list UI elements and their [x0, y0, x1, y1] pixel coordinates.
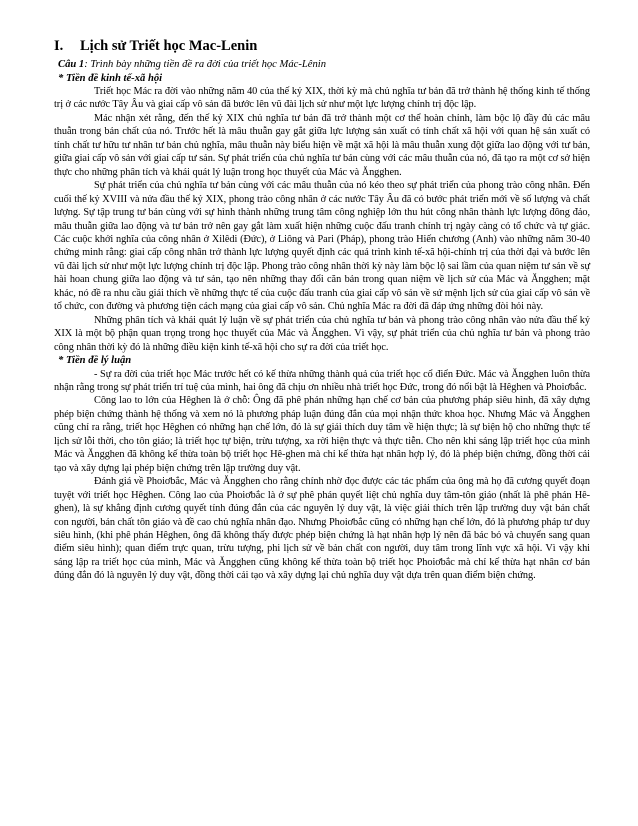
section-number: I.: [54, 38, 64, 54]
question-label: Câu 1: [58, 59, 85, 70]
question-text: : Trình bày những tiền đề ra đời của triết học Mác-Lênin: [84, 59, 327, 70]
paragraph: Công lao to lớn của Hêghen là ở chỗ: Ông đã phê phán những hạn chế cơ bản của phương pháp siêu hình, đã xây dựng phép biện chứng thành hệ thống và xem nó là phương pháp luận đúng đắn của mọi nhận thức khoa học. Nhưng Mác và Ăngghen cũng chỉ ra rằng, triết học Hêghen có những hạn chế lớn, đó là sự giải thích duy tâm về hiện thực; là sự biện hộ cho những thực tế lịch sử lỗi thời, cho tôn giáo; là triết học tự biện, trừu tượng, xa rời hiện thực và thực tiễn. Cho nên khi sáng lập triết học của mình Mác và Ăngghen đã không kế thừa toàn bộ triết học Hê-ghen mà chỉ kế thừa hạt nhân hợp lý, đó là phép biện chứng, đồng thời cải tạo và xây dựng lại phép biện chứng trên lập trường duy vật.: [54, 395, 590, 474]
subheading-theoretical: * Tiền đề lý luận: [58, 355, 132, 367]
paragraph: Những phân tích và khái quát lý luận về sự phát triển của chủ nghĩa tư bản và phong trào công nhân vào nửa đầu thế kỷ XIX là một bộ phận quan trọng trong học thuyết của Mác và Ăngghen. Vì vậy, sự phát triển của chủ nghĩa tư bản và phong trào công nhân thời kỳ đó là những điều kiện kinh tế-xã hội cho sự ra đời của triết học.: [54, 314, 590, 353]
paragraph: Triết học Mác ra đời vào những năm 40 của thế kỷ XIX, thời kỳ mà chủ nghĩa tư bản đã trở thành hệ thống kinh tế thống trị ở các nước Tây Âu và giai cấp vô sản đã bước lên vũ đài lịch sử như một lực lượng chính trị độc lập.: [54, 86, 590, 111]
paragraph: - Sự ra đời của triết học Mác trước hết có kế thừa những thành quả của triết học cổ điển Đức. Mác và Ăngghen luôn thừa nhận rằng trong sự phát triển trí tuệ của mình, hai ông đã chịu ơn nhiều nhà triết học Đức, trong đó nổi bật là Hêghen và Phoiơbắc.: [54, 368, 590, 394]
document-page: [54, 36, 590, 583]
section-title: Lịch sử Triết học Mac-Lenin: [80, 38, 258, 54]
paragraph: Sự phát triển của chủ nghĩa tư bản cùng với các mâu thuẫn của nó kéo theo sự phát triển của phong trào công nhân. Đến cuối thế kỷ XVIII và nửa đầu thế kỷ XIX, phong trào công nhân ở các nước Tây Âu đã có bước phát triển mới về số lượng và chất lượng. Sự tập trung tư bản cùng với sự hình thành những trung tâm công nghiệp lớn thu hút công nhân thành lực lượng đông đảo, mâu thuẫn giữa lao động và tư bản trở nên gay gắt làm xuất hiện những cuộc đấu tranh chính trị ngày càng có tổ chức và tự giác. Các cuộc khởi nghĩa của công nhân ở Xilêdi (Đức), ở Liông và Pari (Pháp), phong trào Hiến chương (Anh) vào những năm 30-40 chứng minh rằng: giai cấp công nhân trở thành lực lượng quyết định các quá trình kinh tế-xã hội-chính trị của thời đại và bước lên vũ đài lịch sử như một lực lượng chính trị độc lập. Phong trào công nhân thời kỳ này làm bộc lộ sai lầm của quan niệm tư sản về sự hài hoan chung giữa lao động và tư sản, tạo nên những thay đổi căn bản trong quan niệm về lịch sử của Mác và Ăngghen; mặt khác, nó đề ra nhu cầu giải thích về những thực tế của cuộc đấu tranh của giai cấp vô sản về sứ mệnh lịch sử của giai cấp vô sản về tổ chức, con đường và phương tiện cách mạng của giai cấp vô sản. Chủ nghĩa Mác ra đời đã đáp ứng những đòi hỏi này.: [54, 180, 590, 313]
paragraph: Đánh giá về Phoiơbắc, Mác và Ăngghen cho rằng chính nhờ đọc được các tác phẩm của ông mà họ đã cương quyết đoạn tuyệt với triết học Hêghen. Công lao của Phoiơbắc là ở sự phê phán quyết liệt chủ nghĩa duy tâm-tôn giáo (nhất là phê phán Hê-ghen), là sự khẳng định cương quyết tính đúng đắn của các nguyên lý duy vật, là việc giải thích trên lập trường duy vật bản chất con người, bản chất tôn giáo và đề cao chủ nghĩa nhân đạo. Nhưng Phoiơbắc cũng có những hạn chế lớn, đó là phương pháp tư duy siêu hình, (khi phê phán Hêghen, ông đã không thấy được phép biện chứng là hạt nhân hợp lý nên đã bác bỏ và chuyển sang quan điểm siêu hình); quan điểm trực quan, trừu tượng, phi lịch sử về bản chất con người, duy tâm trong lĩnh vực xã hội. Vì vậy khi sáng lập ra triết học của mình, Mác và Ăngghen cũng không kế thừa toàn bộ triết học Phoiơbắc mà chỉ kế thừa hạt nhân cơ bản đúng đắn đó là nguyên lý duy vật, đồng thời cải tạo và xây dựng lại chủ nghĩa duy vật dựa trên quan điểm biện chứng.: [54, 476, 590, 582]
question-line: [58, 58, 590, 72]
paragraph: Mác nhận xét rằng, đến thế kỷ XIX chủ nghĩa tư bản đã trở thành một cơ thể hoàn chỉnh, làm bộc lộ đầy đủ các mâu thuẫn trong bản chất của nó. Trước hết là mâu thuẫn gay gắt giữa lực lượng sản xuất có tính chất xã hội với quan hệ sản xuất có tính chất tư hữu tư nhân tư bản chủ nghĩa, mâu thuẫn này biểu hiện về mặt xã hội là mâu thuẫn xung đột giữa lao động với tư bản, giữa giai cấp vô sản với giai cấp tư sản. Sự phát triển của chủ nghĩa tư bản cùng với các mâu thuẫn của nó, đã tạo ra một cơ sở hiện thực cho những phân tích và khái quát lý luận trong học thuyết của Mác và Ăngghen.: [54, 112, 590, 178]
section-heading: [54, 36, 590, 56]
subheading-economic-social: * Tiền đề kinh tế-xã hội: [58, 72, 163, 84]
